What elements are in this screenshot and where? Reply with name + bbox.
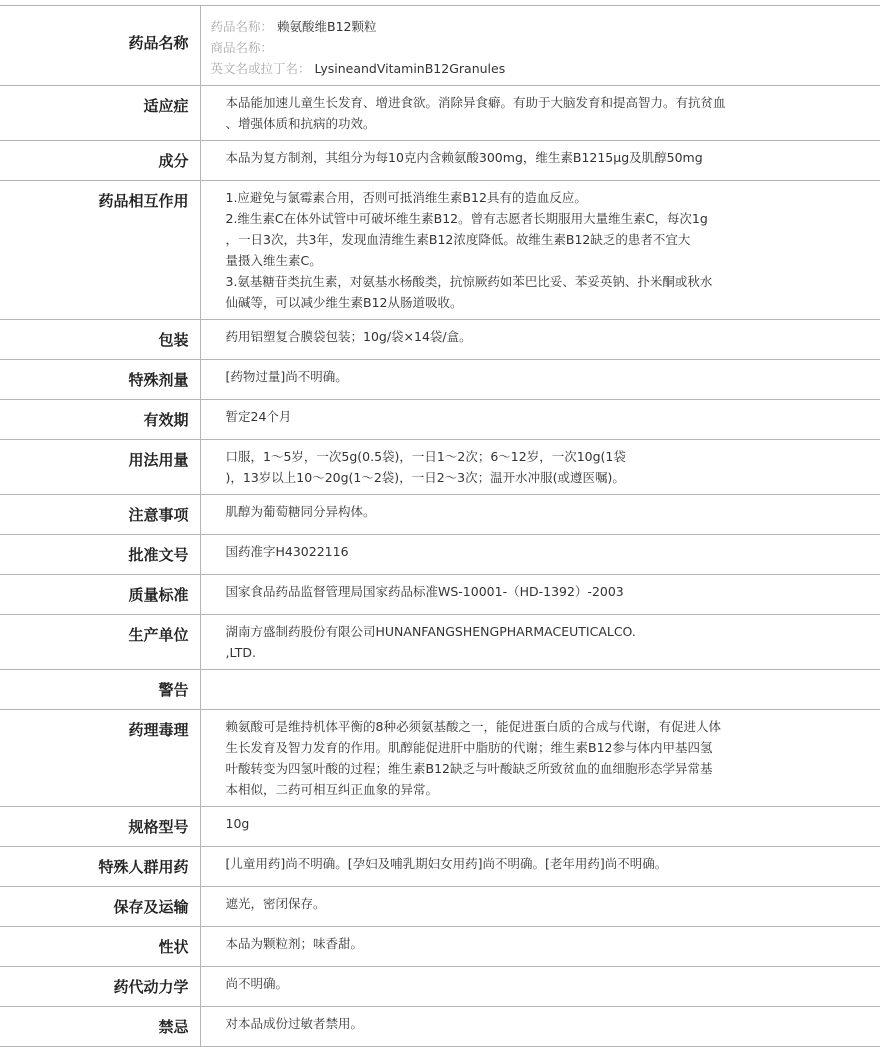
row-label: 保存及运输	[0, 887, 200, 927]
row-label: 特殊人群用药	[0, 847, 200, 887]
row-value	[200, 86, 880, 141]
value-line: 2.维生素C在体外试管中可破坏维生素B12。曾有志愿者长期服用大量维生素C，每次1g	[225, 211, 708, 226]
value-line: 1.应避免与氯霉素合用，否则可抵消维生素B12具有的造血反应。	[225, 190, 587, 205]
row-value	[200, 807, 880, 847]
value-line: 口服，1～5岁，一次5g(0.5袋)，一日1～2次；6～12岁，一次10g(1袋	[225, 449, 626, 464]
value-line: 叶酸转变为四氢叶酸的过程；维生素B12缺乏与叶酸缺乏所致贫血的血细胞形态学异常基	[225, 761, 713, 776]
row-label: 禁忌	[0, 1007, 200, 1047]
field-key: 商品名称：	[210, 40, 274, 55]
value-line: 药用铝塑复合膜袋包装；10g/袋×14袋/盒。	[225, 329, 472, 344]
row-label: 警告	[0, 670, 200, 710]
value-line: 仙碱等，可以减少维生素B12从肠道吸收。	[225, 295, 463, 310]
row-value	[200, 400, 880, 440]
value-line: 国家食品药品监督管理局国家药品标准WS-10001-（HD-1392）-2003	[225, 584, 624, 599]
row-label: 注意事项	[0, 495, 200, 535]
trade-name-field	[211, 37, 821, 58]
value-line: 湖南方盛制药股份有限公司HUNANFANGSHENGPHARMACEUTICALCO.	[225, 624, 636, 639]
row-label: 规格型号	[0, 807, 200, 847]
field-key: 药品名称：	[210, 19, 274, 34]
row-value	[200, 320, 880, 360]
row-value	[200, 440, 880, 495]
row-value	[200, 967, 880, 1007]
row-label: 批准文号	[0, 535, 200, 575]
row-value	[200, 575, 880, 615]
value-line: )，13岁以上10～20g(1～2袋)，一日2～3次；温开水冲服(或遵医嘱)。	[225, 470, 625, 485]
row-interactions	[0, 181, 880, 320]
value-line: ，一日3次，共3年，发现血清维生素B12浓度降低。故维生素B12缺乏的患者不宜大	[225, 232, 691, 247]
value-line: 本品为复方制剂，其组分为每10克内含赖氨酸300mg，维生素B1215μg及肌醇50mg	[225, 150, 703, 165]
row-standard	[0, 575, 880, 615]
english-name-field	[211, 58, 821, 79]
row-label: 药理毒理	[0, 710, 200, 807]
row-ingredients	[0, 141, 880, 181]
row-value	[200, 141, 880, 181]
value-line: 3.氨基糖苷类抗生素，对氨基水杨酸类，抗惊厥药如苯巴比妥、苯妥英钠、扑米酮或秋水	[225, 274, 713, 289]
row-precautions	[0, 495, 880, 535]
value-line: 量摄入维生素C。	[225, 253, 322, 268]
row-label: 性状	[0, 927, 200, 967]
row-value	[200, 1007, 880, 1047]
value-line: 生长发育及智力发育的作用。肌醇能促进肝中脂肪的代谢；维生素B12参与体内甲基四氢	[225, 740, 713, 755]
row-manufacturer	[0, 615, 880, 670]
row-value	[200, 181, 880, 320]
row-label: 药品名称	[0, 6, 200, 86]
field-value: LysineandVitaminB12Granules	[314, 61, 506, 76]
value-line: 本品能加速儿童生长发育、增进食欲。消除异食癖。有助于大脑发育和提高智力。有抗贫血	[225, 95, 726, 110]
value-line: [药物过量]尚不明确。	[225, 369, 348, 384]
row-warning	[0, 670, 880, 710]
row-contraindications	[0, 1007, 880, 1047]
row-value	[200, 615, 880, 670]
row-value	[200, 535, 880, 575]
value-line: 遮光，密闭保存。	[225, 896, 326, 911]
row-label: 有效期	[0, 400, 200, 440]
row-indications	[0, 86, 880, 141]
row-approval	[0, 535, 880, 575]
row-label: 特殊剂量	[0, 360, 200, 400]
drug-info-sheet	[0, 5, 880, 1047]
empty-value	[226, 676, 821, 697]
row-drug-name	[0, 6, 880, 86]
row-packaging	[0, 320, 880, 360]
field-value: 赖氨酸维B12颗粒	[277, 19, 377, 34]
value-line: 肌醇为葡萄糖同分异构体。	[225, 504, 376, 519]
value-line: 对本品成份过敏者禁用。	[225, 1016, 364, 1031]
row-value	[200, 6, 880, 86]
value-line: 国药准字H43022116	[225, 544, 349, 559]
row-label: 用法用量	[0, 440, 200, 495]
row-appearance	[0, 927, 880, 967]
row-label: 药代动力学	[0, 967, 200, 1007]
value-line: [儿童用药]尚不明确。[孕妇及哺乳期妇女用药]尚不明确。[老年用药]尚不明确。	[225, 856, 668, 871]
row-label: 药品相互作用	[0, 181, 200, 320]
row-special-groups	[0, 847, 880, 887]
generic-name-field	[211, 16, 821, 37]
row-value	[200, 847, 880, 887]
value-line: 本品为颗粒剂；味香甜。	[225, 936, 364, 951]
drug-info-table	[0, 5, 880, 1047]
value-line: 尚不明确。	[225, 976, 289, 991]
value-line: 暂定24个月	[225, 409, 292, 424]
value-line: ,LTD.	[225, 645, 256, 660]
row-value	[200, 360, 880, 400]
row-pharmacology	[0, 710, 880, 807]
row-specification	[0, 807, 880, 847]
row-label: 质量标准	[0, 575, 200, 615]
value-line: 、增强体质和抗病的功效。	[225, 116, 376, 131]
row-label: 成分	[0, 141, 200, 181]
value-line: 10g	[225, 816, 250, 831]
row-pharmacokinetics	[0, 967, 880, 1007]
row-dosage	[0, 440, 880, 495]
row-overdose	[0, 360, 880, 400]
row-storage	[0, 887, 880, 927]
row-value	[200, 495, 880, 535]
row-label: 适应症	[0, 86, 200, 141]
row-label: 生产单位	[0, 615, 200, 670]
field-key: 英文名或拉丁名：	[210, 61, 311, 76]
value-line: 赖氨酸可是维持机体平衡的8种必须氨基酸之一，能促进蛋白质的合成与代谢，有促进人体	[225, 719, 721, 734]
row-value	[200, 670, 880, 710]
row-value	[200, 927, 880, 967]
row-value	[200, 887, 880, 927]
row-validity	[0, 400, 880, 440]
row-label: 包装	[0, 320, 200, 360]
row-value	[200, 710, 880, 807]
value-line: 本相似，二药可相互纠正血象的异常。	[225, 782, 439, 797]
